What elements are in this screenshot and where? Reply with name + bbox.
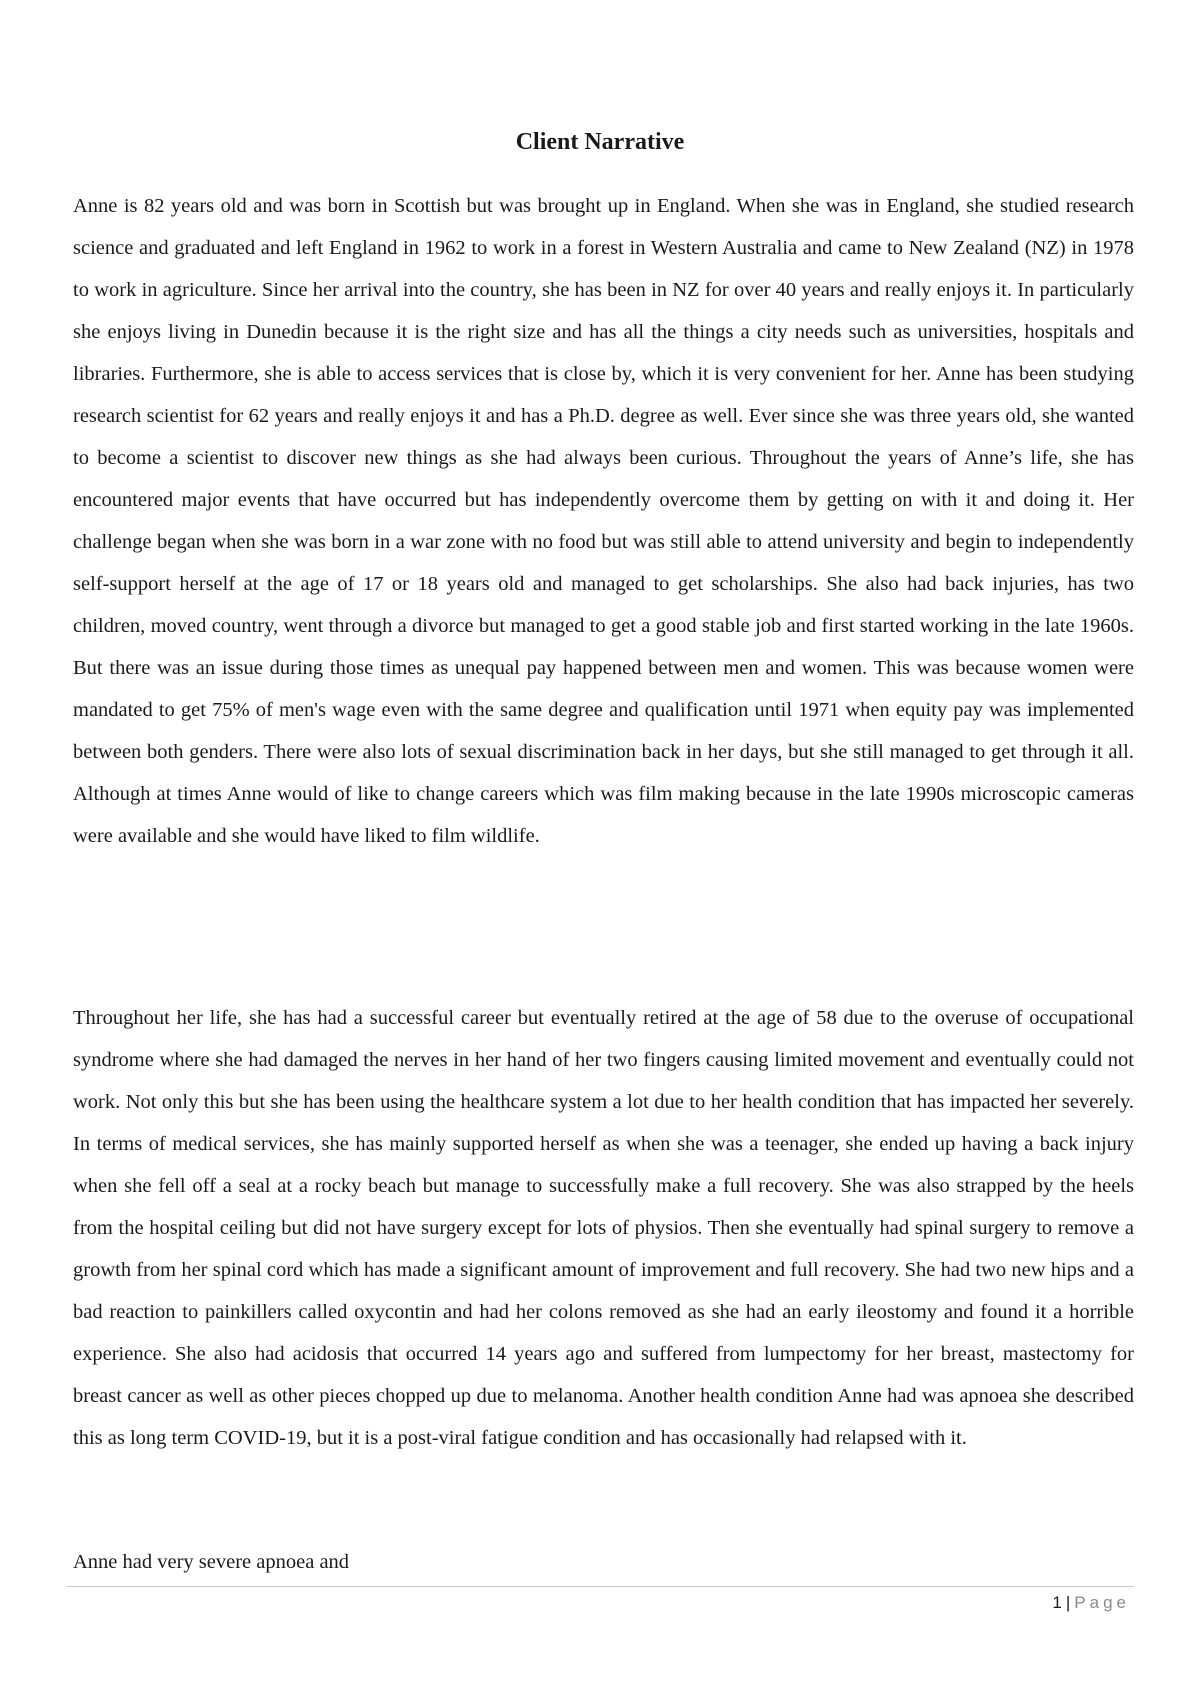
page-footer xyxy=(1052,1592,1130,1614)
footer-divider xyxy=(67,1586,1134,1587)
paragraph-background: Anne is 82 years old and was born in Scottish but was brought up in England. When she was in England, she studied research science and graduated and left England in 1962 to work in a forest in Western Australia and came to New Zealand (NZ) in 1978 to work in agriculture. Since her arrival into the country, she has been in NZ for over 40 years and really enjoys it. In particularly she enjoys living in Dunedin because it is the right size and has all the things a city needs such as universities, hospitals and libraries. Furthermore, she is able to access services that is close by, which it is very convenient for her. Anne has been studying research scientist for 62 years and really enjoys it and has a Ph.D. degree as well. Ever since she was three years old, she wanted to become a scientist to discover new things as she had always been curious. Throughout the years of Anne’s life, she has encountered major events that have occurred but has independently overcome them by getting on with it and doing it. Her challenge began when she was born in a war zone with no food but was still able to attend university and begin to independently self-support herself at the age of 17 or 18 years old and managed to get scholarships. She also had back injuries, has two children, moved country, went through a divorce but managed to get a good stable job and first started working in the late 1960s. But there was an issue during those times as unequal pay happened between men and women. This was because women were mandated to get 75% of men's wage even with the same degree and qualification until 1971 when equity pay was implemented between both genders. There were also lots of sexual discrimination back in her days, but she still managed to get through it all. Although at times Anne would of like to change careers which was film making because in the late 1990s microscopic cameras were available and she would have liked to film wildlife. xyxy=(73,195,1134,847)
paragraph-health-history: Throughout her life, she has had a successful career but eventually retired at the age of 58 due to the overuse of occupational syndrome where she had damaged the nerves in her hand of her two fingers causing limited movement and eventually could not work. Not only this but she has been using the healthcare system a lot due to her health condition that has impacted her severely. In terms of medical services, she has mainly supported herself as when she was a teenager, she ended up having a back injury when she fell off a seal at a rocky beach but manage to successfully make a full recovery. She was also strapped by the heels from the hospital ceiling but did not have surgery except for lots of physios. Then she eventually had spinal surgery to remove a growth from her spinal cord which has made a significant amount of improvement and full recovery. She had two new hips and a bad reaction to painkillers called oxycontin and had her colons removed as she had an early ileostomy and found it a horrible experience. She also had acidosis that occurred 14 years ago and suffered from lumpectomy for her breast, mastectomy for breast cancer as well as other pieces chopped up due to melanoma. Another health condition Anne had was apnoea she described this as long term COVID-19, but it is a post-viral fatigue condition and has occasionally had relapsed with it. xyxy=(73,1007,1134,1449)
page-separator: | xyxy=(1065,1593,1071,1612)
page-label: Page xyxy=(1074,1593,1130,1612)
document-title: Client Narrative xyxy=(515,129,685,155)
page-number: 1 xyxy=(1052,1593,1062,1612)
paragraph-continuation: Anne had very severe apnoea and xyxy=(73,1551,350,1573)
